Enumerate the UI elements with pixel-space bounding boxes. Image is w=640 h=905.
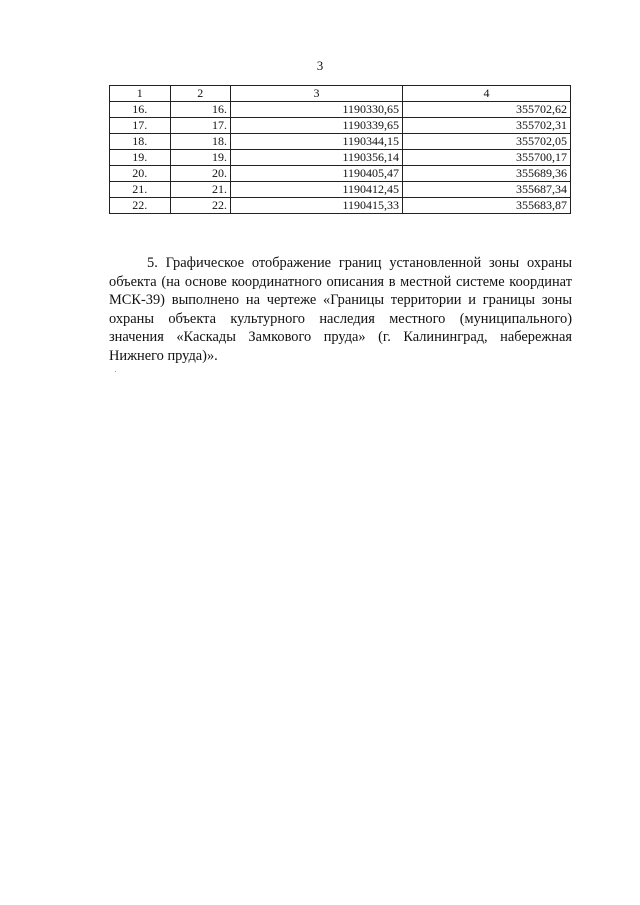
- table-cell: 16.: [170, 102, 231, 118]
- table-header-row: [110, 86, 571, 102]
- coordinates-table: [109, 85, 571, 214]
- table-cell: 1190412,45: [231, 182, 403, 198]
- table-cell: 1190415,33: [231, 198, 403, 214]
- page-number: 3: [316, 58, 324, 73]
- body-paragraph: 5. Графическое отображение границ установленной зоны охраны объекта (на основе координатного описания в местной системе координат МСК-39) выполнено на чертеже «Границы территории и границы зоны охраны объекта культурного наследия местного (муниципального) значения «Каскады Замкового пруда» (г. Калининград, набережная Нижнего пруда)».: [109, 255, 572, 364]
- table-cell: 20.: [170, 166, 231, 182]
- table-row: [110, 118, 571, 134]
- table-row: [110, 182, 571, 198]
- column-header-3: 3: [231, 86, 403, 102]
- table-cell: 21.: [170, 182, 231, 198]
- table-row: [110, 102, 571, 118]
- table-row: [110, 150, 571, 166]
- table-cell: 18.: [170, 134, 231, 150]
- table-cell: 22.: [110, 198, 171, 214]
- table-cell: 19.: [110, 150, 171, 166]
- table-cell: 1190339,65: [231, 118, 403, 134]
- column-header-4: 4: [403, 86, 571, 102]
- table-cell: 17.: [110, 118, 171, 134]
- table-row: [110, 166, 571, 182]
- table-cell: 18.: [110, 134, 171, 150]
- table-cell: 17.: [170, 118, 231, 134]
- table-row: [110, 198, 571, 214]
- table-cell: 22.: [170, 198, 231, 214]
- table-cell: 355683,87: [403, 198, 571, 214]
- column-header-2: 2: [170, 86, 231, 102]
- scan-speck: [115, 371, 116, 372]
- table-cell: 21.: [110, 182, 171, 198]
- table-row: [110, 134, 571, 150]
- table-cell: 355700,17: [403, 150, 571, 166]
- table-cell: 16.: [110, 102, 171, 118]
- table-cell: 355702,31: [403, 118, 571, 134]
- table-cell: 355687,34: [403, 182, 571, 198]
- table-cell: 1190405,47: [231, 166, 403, 182]
- table-cell: 1190330,65: [231, 102, 403, 118]
- column-header-1: 1: [110, 86, 171, 102]
- table-cell: 1190356,14: [231, 150, 403, 166]
- table-cell: 355689,36: [403, 166, 571, 182]
- table-cell: 1190344,15: [231, 134, 403, 150]
- table-cell: 19.: [170, 150, 231, 166]
- table-cell: 355702,05: [403, 134, 571, 150]
- table-cell: 355702,62: [403, 102, 571, 118]
- table-cell: 20.: [110, 166, 171, 182]
